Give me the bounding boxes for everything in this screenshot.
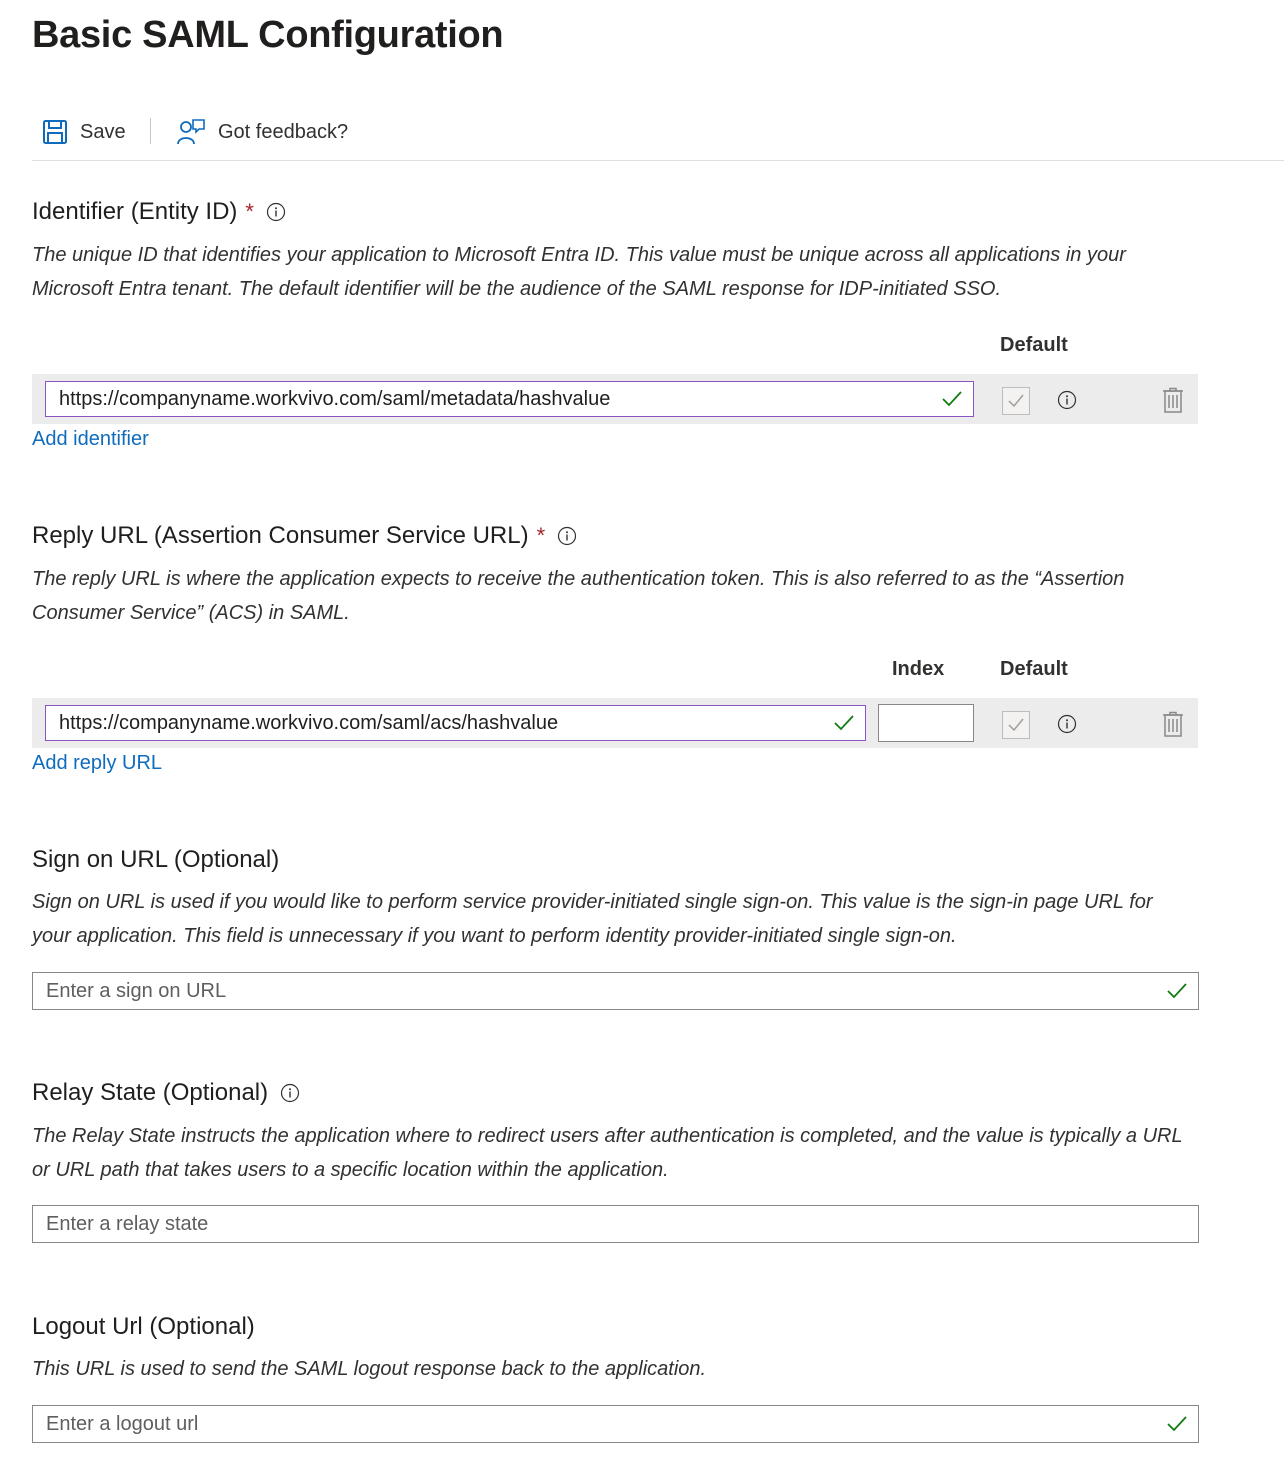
info-icon[interactable] — [1057, 714, 1077, 734]
reply-url-value: https://companyname.workvivo.com/saml/acs/hashvalue — [59, 711, 559, 734]
page-title: Basic SAML Configuration — [32, 14, 504, 56]
info-icon[interactable] — [280, 1083, 300, 1103]
logout-url-input[interactable] — [32, 1405, 1199, 1443]
relay-state-description: The Relay State instructs the application where to redirect users after authentication is completed, and the value is typically a URL or URL path that takes users to a specific location within the application. — [32, 1125, 1183, 1181]
info-icon[interactable] — [557, 526, 577, 546]
reply-url-title-text: Reply URL (Assertion Consumer Service URL) — [32, 522, 529, 549]
add-reply-url-link[interactable]: Add reply URL — [32, 752, 163, 774]
checkmark-icon — [1007, 717, 1025, 733]
identifier-description: The unique ID that identifies your application to Microsoft Entra ID. This value must be unique across all applications in your Microsoft Entra tenant. The default identifier will be the audience of the SAML response for IDP-initiated SSO. — [32, 244, 1126, 300]
info-icon[interactable] — [266, 202, 286, 222]
sign-on-title — [32, 846, 279, 874]
identifier-input[interactable] — [45, 381, 974, 417]
sign-on-url-input[interactable] — [32, 972, 1199, 1010]
identifier-title-text: Identifier (Entity ID) — [32, 198, 238, 225]
checkmark-icon — [1007, 393, 1025, 409]
save-label: Save — [80, 120, 126, 143]
reply-url-default-checkbox[interactable] — [1002, 711, 1030, 739]
toolbar — [32, 110, 1284, 161]
logout-url-placeholder: Enter a logout url — [46, 1412, 199, 1435]
add-identifier-link[interactable]: Add identifier — [32, 428, 149, 450]
identifier-default-header: Default — [1000, 334, 1068, 356]
identifier-value: https://companyname.workvivo.com/saml/metadata/hashvalue — [59, 387, 611, 410]
check-icon — [1166, 981, 1188, 1007]
info-icon[interactable] — [1057, 390, 1077, 410]
reply-url-input[interactable] — [45, 705, 866, 741]
reply-url-description: The reply URL is where the application expects to receive the authentication token. This is also referred to as the “Assertion Consumer Service” (ACS) in SAML. — [32, 568, 1125, 624]
save-button[interactable] — [42, 116, 126, 148]
logout-url-title-text: Logout Url (Optional) — [32, 1313, 255, 1340]
delete-icon[interactable] — [1162, 711, 1184, 737]
feedback-label: Got feedback? — [218, 120, 349, 143]
identifier-title — [32, 198, 286, 226]
relay-state-title-text: Relay State (Optional) — [32, 1079, 269, 1106]
relay-state-title — [32, 1079, 300, 1107]
required-asterisk: * — [536, 523, 546, 548]
sign-on-placeholder: Enter a sign on URL — [46, 979, 227, 1002]
save-icon — [42, 119, 68, 145]
sign-on-title-text: Sign on URL (Optional) — [32, 846, 280, 873]
logout-url-title — [32, 1313, 255, 1341]
feedback-icon — [176, 118, 206, 146]
check-icon — [1166, 1414, 1188, 1440]
reply-url-default-header: Default — [1000, 658, 1068, 680]
required-asterisk: * — [245, 199, 254, 224]
reply-url-index-input[interactable] — [878, 704, 974, 742]
check-icon — [833, 713, 855, 739]
identifier-default-checkbox[interactable] — [1002, 387, 1030, 415]
toolbar-divider — [150, 118, 151, 144]
sign-on-description: Sign on URL is used if you would like to perform service provider-initiated single sign-on. This value is the sign-in page URL for your application. This field is unnecessary if you want to perform identity provider-initiated single sign-on. — [32, 891, 1153, 947]
reply-url-title — [32, 522, 577, 550]
logout-url-description: This URL is used to send the SAML logout response back to the application. — [32, 1358, 707, 1380]
feedback-button[interactable] — [176, 116, 348, 148]
check-icon — [941, 389, 963, 415]
relay-state-placeholder: Enter a relay state — [46, 1212, 209, 1235]
reply-url-index-header: Index — [892, 658, 945, 680]
delete-icon[interactable] — [1162, 387, 1184, 413]
relay-state-input[interactable] — [32, 1205, 1199, 1243]
